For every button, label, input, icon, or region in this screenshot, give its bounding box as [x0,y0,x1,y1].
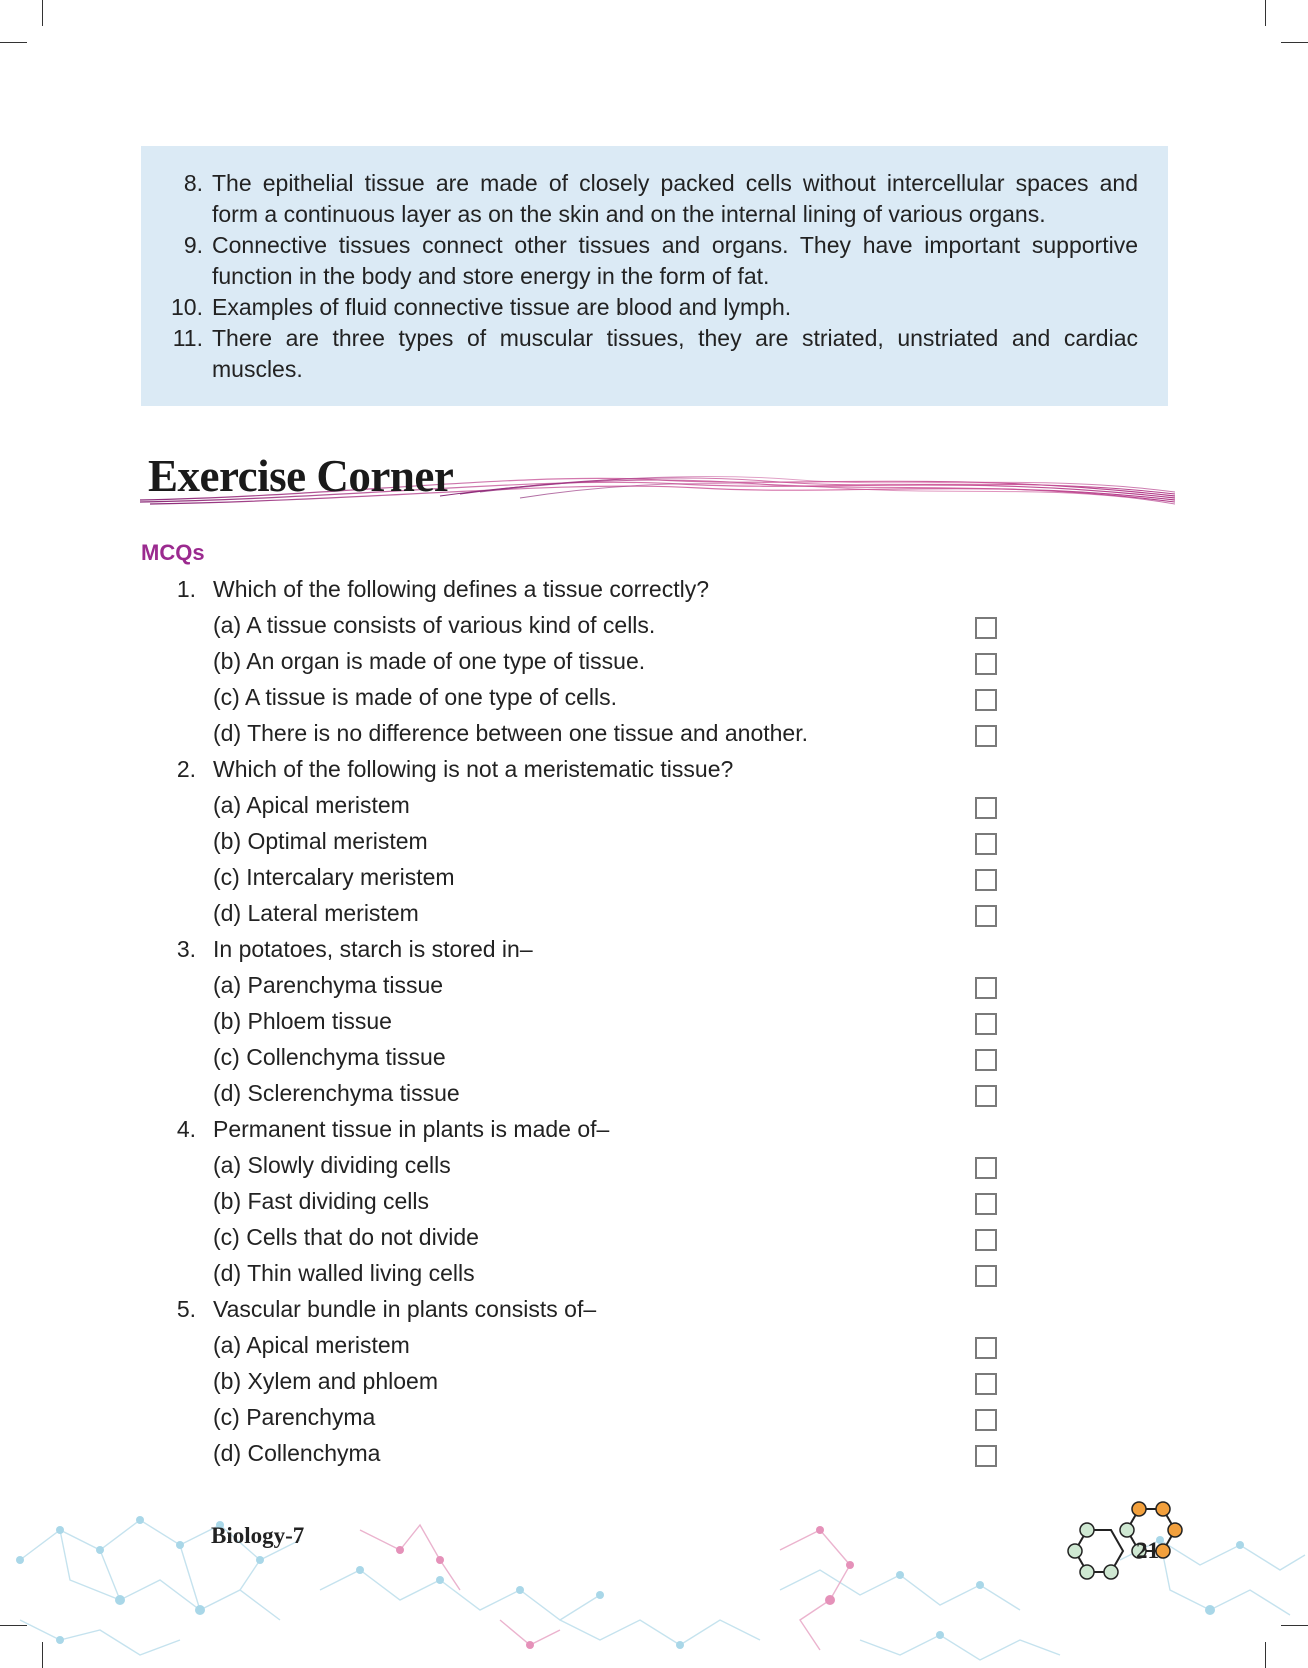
summary-line: Connective tissues connect other tissues and organs. They have important supportive [212,232,1138,258]
question-text: Which of the following is not a meristematic tissue? [213,756,734,782]
question-number: 2. [176,756,196,782]
summary-item-text [212,323,1138,385]
option-checkbox[interactable] [975,1013,997,1035]
option-text: (c) A tissue is made of one type of cells. [213,684,617,710]
option-text: (d) Sclerenchyma tissue [213,1080,460,1106]
option-text: (a) Slowly dividing cells [213,1152,451,1178]
option-text: (d) Thin walled living cells [213,1260,475,1286]
option-checkbox[interactable] [975,833,997,855]
option-text: (a) Apical meristem [213,1332,410,1358]
summary-box [141,146,1168,406]
summary-item-text [212,230,1138,292]
option-checkbox[interactable] [975,1373,997,1395]
summary-line: function in the body and store energy in the form of fat. [212,263,770,289]
summary-item-number: 10. [171,294,203,320]
question-text: In potatoes, starch is stored in– [213,936,533,962]
question-number: 4. [176,1116,196,1142]
crop-mark [0,42,27,43]
summary-line: Examples of fluid connective tissue are blood and lymph. [212,294,792,320]
summary-item-text [212,292,1138,323]
summary-item-text [212,168,1138,230]
option-text: (c) Cells that do not divide [213,1224,479,1250]
crop-mark [42,0,43,26]
option-checkbox[interactable] [975,797,997,819]
option-text: (b) Optimal meristem [213,828,428,854]
option-checkbox[interactable] [975,1229,997,1251]
option-text: (c) Parenchyma [213,1404,376,1430]
question-number: 5. [176,1296,196,1322]
option-checkbox[interactable] [975,653,997,675]
summary-item-number: 9. [183,232,203,258]
option-checkbox[interactable] [975,725,997,747]
option-checkbox[interactable] [975,977,997,999]
question-text: Vascular bundle in plants consists of– [213,1296,597,1322]
book-title: Biology-7 [211,1523,305,1548]
option-checkbox[interactable] [975,1049,997,1071]
option-text: (b) Phloem tissue [213,1008,392,1034]
option-checkbox[interactable] [975,905,997,927]
option-checkbox[interactable] [975,1157,997,1179]
option-checkbox[interactable] [975,1265,997,1287]
page-number: 21 [1136,1538,1159,1563]
question-number: 1. [176,576,196,602]
option-checkbox[interactable] [975,1193,997,1215]
option-text: (c) Intercalary meristem [213,864,455,890]
option-text: (c) Collenchyma tissue [213,1044,446,1070]
option-text: (a) Parenchyma tissue [213,972,444,998]
question-text: Permanent tissue in plants is made of– [213,1116,610,1142]
crop-mark [1281,42,1308,43]
option-text: (d) Lateral meristem [213,900,419,926]
question-text: Which of the following defines a tissue correctly? [213,576,710,602]
option-text: (b) An organ is made of one type of tissue. [213,648,646,674]
summary-item-number: 8. [183,170,203,196]
option-checkbox[interactable] [975,1085,997,1107]
molecule-network-decoration [0,1470,1308,1668]
summary-line: There are three types of muscular tissues, they are striated, unstriated and cardiac [212,325,1138,351]
option-text: (d) There is no difference between one tissue and another. [213,720,808,746]
option-checkbox[interactable] [975,869,997,891]
option-text: (a) Apical meristem [213,792,410,818]
mcq-title: MCQs [141,540,205,565]
option-text: (d) Collenchyma [213,1440,381,1466]
option-text: (b) Fast dividing cells [213,1188,430,1214]
summary-line: form a continuous layer as on the skin and on the internal lining of various organs. [212,201,1046,227]
option-checkbox[interactable] [975,617,997,639]
option-checkbox[interactable] [975,689,997,711]
summary-item-number: 11. [172,325,203,351]
summary-line: The epithelial tissue are made of closely packed cells without intercellular spaces and [212,170,1138,196]
crop-mark [1265,0,1266,26]
option-checkbox[interactable] [975,1409,997,1431]
section-heading: Exercise Corner [148,451,454,501]
question-number: 3. [176,936,196,962]
option-checkbox[interactable] [975,1337,997,1359]
option-checkbox[interactable] [975,1445,997,1467]
option-text: (b) Xylem and phloem [213,1368,438,1394]
option-text: (a) A tissue consists of various kind of cells. [213,612,656,638]
summary-line: muscles. [212,356,303,382]
